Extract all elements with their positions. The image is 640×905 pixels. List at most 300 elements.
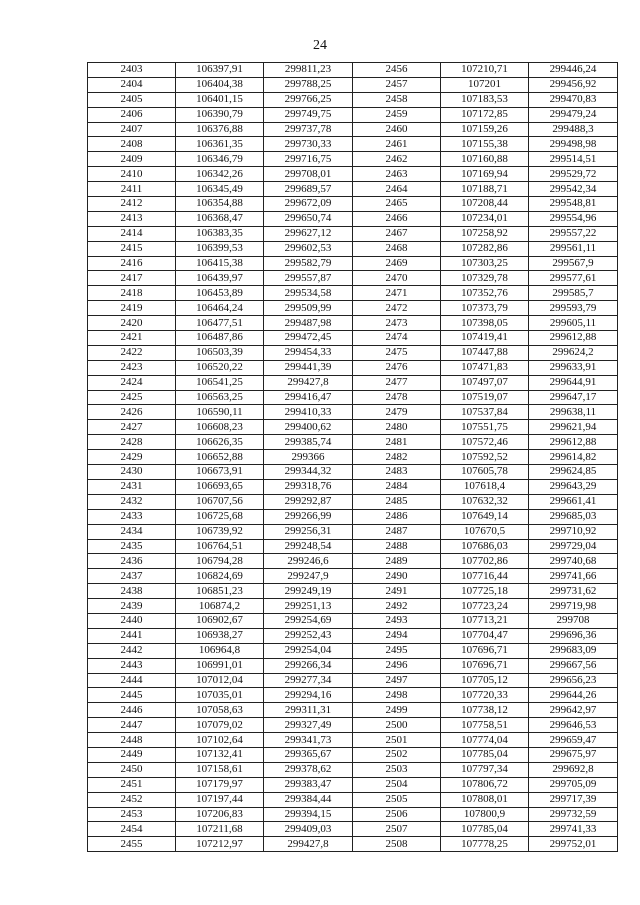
- table-row: [88, 63, 618, 78]
- y-coordinate-left-cell: 299716,75: [264, 152, 353, 167]
- x-coordinate-right-cell: 107172,85: [441, 107, 529, 122]
- point-number-right-cell: 2460: [353, 122, 441, 137]
- y-coordinate-right-cell: 299675,97: [529, 747, 618, 762]
- point-number-right-cell: 2485: [353, 494, 441, 509]
- coordinates-table-body: [88, 63, 618, 852]
- point-number-right-cell: 2482: [353, 450, 441, 465]
- point-number-right-cell: 2491: [353, 584, 441, 599]
- point-number-right-cell: 2489: [353, 554, 441, 569]
- point-number-right-cell: 2462: [353, 152, 441, 167]
- y-coordinate-right-cell: 299708: [529, 613, 618, 628]
- point-number-left-cell: 2449: [88, 747, 176, 762]
- x-coordinate-right-cell: 107398,05: [441, 316, 529, 331]
- coordinates-table: [87, 62, 618, 852]
- y-coordinate-left-cell: 299327,49: [264, 718, 353, 733]
- x-coordinate-right-cell: 107778,25: [441, 837, 529, 852]
- y-coordinate-left-cell: 299311,31: [264, 703, 353, 718]
- point-number-left-cell: 2431: [88, 479, 176, 494]
- y-coordinate-right-cell: 299612,88: [529, 435, 618, 450]
- x-coordinate-left-cell: 106693,65: [176, 479, 264, 494]
- x-coordinate-left-cell: 107197,44: [176, 792, 264, 807]
- y-coordinate-left-cell: 299650,74: [264, 211, 353, 226]
- point-number-left-cell: 2409: [88, 152, 176, 167]
- y-coordinate-left-cell: 299410,33: [264, 405, 353, 420]
- x-coordinate-right-cell: 107169,94: [441, 167, 529, 182]
- table-row: [88, 807, 618, 822]
- y-coordinate-left-cell: 299384,44: [264, 792, 353, 807]
- x-coordinate-right-cell: 107632,32: [441, 494, 529, 509]
- y-coordinate-left-cell: 299582,79: [264, 256, 353, 271]
- point-number-left-cell: 2407: [88, 122, 176, 137]
- x-coordinate-right-cell: 107188,71: [441, 182, 529, 197]
- x-coordinate-left-cell: 106342,26: [176, 167, 264, 182]
- table-row: [88, 450, 618, 465]
- table-row: [88, 792, 618, 807]
- x-coordinate-right-cell: 107210,71: [441, 63, 529, 78]
- point-number-left-cell: 2412: [88, 197, 176, 212]
- x-coordinate-left-cell: 106938,27: [176, 628, 264, 643]
- point-number-right-cell: 2495: [353, 643, 441, 658]
- y-coordinate-left-cell: 299811,23: [264, 63, 353, 78]
- table-row: [88, 733, 618, 748]
- point-number-left-cell: 2427: [88, 420, 176, 435]
- point-number-left-cell: 2433: [88, 509, 176, 524]
- point-number-left-cell: 2408: [88, 137, 176, 152]
- y-coordinate-left-cell: 299246,6: [264, 554, 353, 569]
- point-number-right-cell: 2459: [353, 107, 441, 122]
- x-coordinate-right-cell: 107774,04: [441, 733, 529, 748]
- x-coordinate-left-cell: 106401,15: [176, 92, 264, 107]
- x-coordinate-right-cell: 107160,88: [441, 152, 529, 167]
- x-coordinate-right-cell: 107686,03: [441, 539, 529, 554]
- point-number-right-cell: 2484: [353, 479, 441, 494]
- x-coordinate-left-cell: 106725,68: [176, 509, 264, 524]
- x-coordinate-left-cell: 106453,89: [176, 286, 264, 301]
- x-coordinate-right-cell: 107605,78: [441, 465, 529, 480]
- y-coordinate-right-cell: 299644,91: [529, 375, 618, 390]
- table-row: [88, 613, 618, 628]
- y-coordinate-left-cell: 299254,69: [264, 613, 353, 628]
- y-coordinate-left-cell: 299689,57: [264, 182, 353, 197]
- y-coordinate-right-cell: 299696,36: [529, 628, 618, 643]
- y-coordinate-left-cell: 299737,78: [264, 122, 353, 137]
- y-coordinate-left-cell: 299248,54: [264, 539, 353, 554]
- x-coordinate-right-cell: 107725,18: [441, 584, 529, 599]
- y-coordinate-right-cell: 299624,85: [529, 465, 618, 480]
- x-coordinate-right-cell: 107201: [441, 77, 529, 92]
- x-coordinate-right-cell: 107738,12: [441, 703, 529, 718]
- table-row: [88, 569, 618, 584]
- table-row: [88, 539, 618, 554]
- x-coordinate-right-cell: 107720,33: [441, 688, 529, 703]
- x-coordinate-left-cell: 106361,35: [176, 137, 264, 152]
- point-number-right-cell: 2481: [353, 435, 441, 450]
- point-number-left-cell: 2446: [88, 703, 176, 718]
- y-coordinate-left-cell: 299277,34: [264, 673, 353, 688]
- point-number-right-cell: 2496: [353, 658, 441, 673]
- x-coordinate-left-cell: 106487,86: [176, 331, 264, 346]
- table-row: [88, 405, 618, 420]
- x-coordinate-right-cell: 107258,92: [441, 226, 529, 241]
- table-row: [88, 182, 618, 197]
- x-coordinate-left-cell: 106673,91: [176, 465, 264, 480]
- point-number-left-cell: 2441: [88, 628, 176, 643]
- y-coordinate-left-cell: 299341,73: [264, 733, 353, 748]
- y-coordinate-left-cell: 299247,9: [264, 569, 353, 584]
- point-number-right-cell: 2479: [353, 405, 441, 420]
- x-coordinate-left-cell: 106902,67: [176, 613, 264, 628]
- y-coordinate-left-cell: 299602,53: [264, 241, 353, 256]
- point-number-right-cell: 2500: [353, 718, 441, 733]
- point-number-left-cell: 2426: [88, 405, 176, 420]
- y-coordinate-left-cell: 299557,87: [264, 271, 353, 286]
- y-coordinate-left-cell: 299409,03: [264, 822, 353, 837]
- y-coordinate-right-cell: 299624,2: [529, 345, 618, 360]
- x-coordinate-right-cell: 107696,71: [441, 658, 529, 673]
- point-number-left-cell: 2429: [88, 450, 176, 465]
- point-number-left-cell: 2406: [88, 107, 176, 122]
- point-number-left-cell: 2418: [88, 286, 176, 301]
- y-coordinate-right-cell: 299659,47: [529, 733, 618, 748]
- y-coordinate-left-cell: 299266,99: [264, 509, 353, 524]
- x-coordinate-left-cell: 106346,79: [176, 152, 264, 167]
- point-number-left-cell: 2432: [88, 494, 176, 509]
- x-coordinate-left-cell: 106739,92: [176, 524, 264, 539]
- x-coordinate-right-cell: 107234,01: [441, 211, 529, 226]
- y-coordinate-left-cell: 299385,74: [264, 435, 353, 450]
- x-coordinate-left-cell: 107212,97: [176, 837, 264, 852]
- table-row: [88, 762, 618, 777]
- y-coordinate-right-cell: 299612,88: [529, 331, 618, 346]
- y-coordinate-left-cell: 299254,04: [264, 643, 353, 658]
- point-number-right-cell: 2467: [353, 226, 441, 241]
- point-number-left-cell: 2440: [88, 613, 176, 628]
- x-coordinate-right-cell: 107447,88: [441, 345, 529, 360]
- point-number-right-cell: 2505: [353, 792, 441, 807]
- point-number-left-cell: 2445: [88, 688, 176, 703]
- point-number-left-cell: 2435: [88, 539, 176, 554]
- table-row: [88, 465, 618, 480]
- y-coordinate-right-cell: 299752,01: [529, 837, 618, 852]
- x-coordinate-left-cell: 106707,56: [176, 494, 264, 509]
- y-coordinate-right-cell: 299741,33: [529, 822, 618, 837]
- table-row: [88, 673, 618, 688]
- y-coordinate-right-cell: 299554,96: [529, 211, 618, 226]
- x-coordinate-left-cell: 106368,47: [176, 211, 264, 226]
- y-coordinate-left-cell: 299294,16: [264, 688, 353, 703]
- table-row: [88, 137, 618, 152]
- point-number-right-cell: 2468: [353, 241, 441, 256]
- x-coordinate-left-cell: 106415,38: [176, 256, 264, 271]
- point-number-right-cell: 2476: [353, 360, 441, 375]
- table-row: [88, 197, 618, 212]
- x-coordinate-right-cell: 107670,5: [441, 524, 529, 539]
- point-number-right-cell: 2499: [353, 703, 441, 718]
- table-row: [88, 77, 618, 92]
- y-coordinate-right-cell: 299685,03: [529, 509, 618, 524]
- table-row: [88, 345, 618, 360]
- x-coordinate-right-cell: 107785,04: [441, 822, 529, 837]
- y-coordinate-right-cell: 299656,23: [529, 673, 618, 688]
- point-number-right-cell: 2464: [353, 182, 441, 197]
- y-coordinate-right-cell: 299621,94: [529, 420, 618, 435]
- y-coordinate-right-cell: 299732,59: [529, 807, 618, 822]
- table-row: [88, 256, 618, 271]
- x-coordinate-left-cell: 106563,25: [176, 390, 264, 405]
- point-number-left-cell: 2438: [88, 584, 176, 599]
- x-coordinate-left-cell: 107206,83: [176, 807, 264, 822]
- point-number-left-cell: 2448: [88, 733, 176, 748]
- x-coordinate-right-cell: 107723,24: [441, 599, 529, 614]
- x-coordinate-left-cell: 106541,25: [176, 375, 264, 390]
- table-row: [88, 628, 618, 643]
- y-coordinate-right-cell: 299719,98: [529, 599, 618, 614]
- point-number-right-cell: 2473: [353, 316, 441, 331]
- x-coordinate-left-cell: 106764,51: [176, 539, 264, 554]
- point-number-left-cell: 2421: [88, 331, 176, 346]
- y-coordinate-left-cell: 299365,67: [264, 747, 353, 762]
- table-row: [88, 822, 618, 837]
- y-coordinate-right-cell: 299644,26: [529, 688, 618, 703]
- point-number-left-cell: 2443: [88, 658, 176, 673]
- y-coordinate-right-cell: 299593,79: [529, 301, 618, 316]
- point-number-right-cell: 2501: [353, 733, 441, 748]
- x-coordinate-right-cell: 107519,07: [441, 390, 529, 405]
- point-number-right-cell: 2490: [353, 569, 441, 584]
- table-row: [88, 509, 618, 524]
- y-coordinate-left-cell: 299730,33: [264, 137, 353, 152]
- y-coordinate-right-cell: 299692,8: [529, 762, 618, 777]
- point-number-left-cell: 2423: [88, 360, 176, 375]
- point-number-right-cell: 2502: [353, 747, 441, 762]
- x-coordinate-right-cell: 107592,52: [441, 450, 529, 465]
- x-coordinate-right-cell: 107806,72: [441, 777, 529, 792]
- y-coordinate-left-cell: 299749,75: [264, 107, 353, 122]
- point-number-right-cell: 2503: [353, 762, 441, 777]
- point-number-left-cell: 2447: [88, 718, 176, 733]
- point-number-left-cell: 2403: [88, 63, 176, 78]
- table-row: [88, 703, 618, 718]
- point-number-left-cell: 2428: [88, 435, 176, 450]
- point-number-right-cell: 2457: [353, 77, 441, 92]
- x-coordinate-right-cell: 107303,25: [441, 256, 529, 271]
- y-coordinate-left-cell: 299292,87: [264, 494, 353, 509]
- x-coordinate-right-cell: 107713,21: [441, 613, 529, 628]
- x-coordinate-right-cell: 107551,75: [441, 420, 529, 435]
- y-coordinate-left-cell: 299509,99: [264, 301, 353, 316]
- point-number-right-cell: 2469: [353, 256, 441, 271]
- x-coordinate-right-cell: 107208,44: [441, 197, 529, 212]
- y-coordinate-left-cell: 299708,01: [264, 167, 353, 182]
- point-number-right-cell: 2494: [353, 628, 441, 643]
- x-coordinate-right-cell: 107618,4: [441, 479, 529, 494]
- x-coordinate-left-cell: 106345,49: [176, 182, 264, 197]
- y-coordinate-left-cell: 299427,8: [264, 837, 353, 852]
- point-number-left-cell: 2436: [88, 554, 176, 569]
- x-coordinate-left-cell: 106851,23: [176, 584, 264, 599]
- point-number-left-cell: 2419: [88, 301, 176, 316]
- x-coordinate-left-cell: 106608,23: [176, 420, 264, 435]
- point-number-right-cell: 2498: [353, 688, 441, 703]
- point-number-left-cell: 2415: [88, 241, 176, 256]
- x-coordinate-right-cell: 107716,44: [441, 569, 529, 584]
- table-row: [88, 420, 618, 435]
- table-row: [88, 286, 618, 301]
- x-coordinate-left-cell: 106590,11: [176, 405, 264, 420]
- table-row: [88, 241, 618, 256]
- point-number-right-cell: 2465: [353, 197, 441, 212]
- point-number-left-cell: 2414: [88, 226, 176, 241]
- y-coordinate-right-cell: 299647,17: [529, 390, 618, 405]
- y-coordinate-left-cell: 299400,62: [264, 420, 353, 435]
- table-row: [88, 360, 618, 375]
- point-number-right-cell: 2486: [353, 509, 441, 524]
- x-coordinate-right-cell: 107155,38: [441, 137, 529, 152]
- table-row: [88, 479, 618, 494]
- point-number-left-cell: 2425: [88, 390, 176, 405]
- x-coordinate-left-cell: 106354,88: [176, 197, 264, 212]
- y-coordinate-left-cell: 299672,09: [264, 197, 353, 212]
- table-row: [88, 331, 618, 346]
- x-coordinate-right-cell: 107696,71: [441, 643, 529, 658]
- point-number-right-cell: 2461: [353, 137, 441, 152]
- x-coordinate-right-cell: 107797,34: [441, 762, 529, 777]
- point-number-left-cell: 2411: [88, 182, 176, 197]
- point-number-right-cell: 2483: [353, 465, 441, 480]
- point-number-right-cell: 2492: [353, 599, 441, 614]
- table-row: [88, 107, 618, 122]
- table-row: [88, 435, 618, 450]
- point-number-right-cell: 2472: [353, 301, 441, 316]
- x-coordinate-right-cell: 107785,04: [441, 747, 529, 762]
- point-number-left-cell: 2410: [88, 167, 176, 182]
- x-coordinate-right-cell: 107649,14: [441, 509, 529, 524]
- x-coordinate-right-cell: 107471,83: [441, 360, 529, 375]
- y-coordinate-right-cell: 299567,9: [529, 256, 618, 271]
- x-coordinate-left-cell: 107211,68: [176, 822, 264, 837]
- y-coordinate-right-cell: 299638,11: [529, 405, 618, 420]
- point-number-right-cell: 2478: [353, 390, 441, 405]
- x-coordinate-left-cell: 106794,28: [176, 554, 264, 569]
- x-coordinate-left-cell: 106376,88: [176, 122, 264, 137]
- y-coordinate-left-cell: 299266,34: [264, 658, 353, 673]
- x-coordinate-right-cell: 107537,84: [441, 405, 529, 420]
- y-coordinate-left-cell: 299427,8: [264, 375, 353, 390]
- x-coordinate-right-cell: 107329,78: [441, 271, 529, 286]
- table-row: [88, 167, 618, 182]
- point-number-right-cell: 2458: [353, 92, 441, 107]
- table-row: [88, 122, 618, 137]
- point-number-right-cell: 2475: [353, 345, 441, 360]
- y-coordinate-right-cell: 299470,83: [529, 92, 618, 107]
- x-coordinate-left-cell: 106404,38: [176, 77, 264, 92]
- x-coordinate-left-cell: 107035,01: [176, 688, 264, 703]
- x-coordinate-right-cell: 107419,41: [441, 331, 529, 346]
- x-coordinate-left-cell: 106399,53: [176, 241, 264, 256]
- point-number-left-cell: 2434: [88, 524, 176, 539]
- point-number-right-cell: 2508: [353, 837, 441, 852]
- point-number-left-cell: 2424: [88, 375, 176, 390]
- point-number-right-cell: 2477: [353, 375, 441, 390]
- y-coordinate-right-cell: 299741,66: [529, 569, 618, 584]
- x-coordinate-right-cell: 107352,76: [441, 286, 529, 301]
- y-coordinate-left-cell: 299344,32: [264, 465, 353, 480]
- point-number-left-cell: 2437: [88, 569, 176, 584]
- y-coordinate-right-cell: 299705,09: [529, 777, 618, 792]
- point-number-left-cell: 2450: [88, 762, 176, 777]
- x-coordinate-left-cell: 107079,02: [176, 718, 264, 733]
- x-coordinate-right-cell: 107704,47: [441, 628, 529, 643]
- y-coordinate-left-cell: 299249,19: [264, 584, 353, 599]
- y-coordinate-left-cell: 299383,47: [264, 777, 353, 792]
- point-number-right-cell: 2480: [353, 420, 441, 435]
- y-coordinate-left-cell: 299378,62: [264, 762, 353, 777]
- table-row: [88, 494, 618, 509]
- y-coordinate-right-cell: 299479,24: [529, 107, 618, 122]
- y-coordinate-right-cell: 299710,92: [529, 524, 618, 539]
- page-number: 24: [313, 38, 327, 53]
- y-coordinate-right-cell: 299548,81: [529, 197, 618, 212]
- x-coordinate-left-cell: 106874,2: [176, 599, 264, 614]
- point-number-left-cell: 2455: [88, 837, 176, 852]
- table-row: [88, 777, 618, 792]
- point-number-right-cell: 2504: [353, 777, 441, 792]
- x-coordinate-left-cell: 106503,39: [176, 345, 264, 360]
- point-number-right-cell: 2506: [353, 807, 441, 822]
- point-number-left-cell: 2439: [88, 599, 176, 614]
- x-coordinate-right-cell: 107800,9: [441, 807, 529, 822]
- x-coordinate-left-cell: 106477,51: [176, 316, 264, 331]
- y-coordinate-right-cell: 299731,62: [529, 584, 618, 599]
- point-number-right-cell: 2493: [353, 613, 441, 628]
- y-coordinate-right-cell: 299717,39: [529, 792, 618, 807]
- y-coordinate-right-cell: 299614,82: [529, 450, 618, 465]
- y-coordinate-left-cell: 299441,39: [264, 360, 353, 375]
- y-coordinate-right-cell: 299643,29: [529, 479, 618, 494]
- y-coordinate-right-cell: 299557,22: [529, 226, 618, 241]
- y-coordinate-right-cell: 299456,92: [529, 77, 618, 92]
- x-coordinate-right-cell: 107705,12: [441, 673, 529, 688]
- table-row: [88, 524, 618, 539]
- table-row: [88, 599, 618, 614]
- y-coordinate-left-cell: 299534,58: [264, 286, 353, 301]
- y-coordinate-right-cell: 299585,7: [529, 286, 618, 301]
- y-coordinate-left-cell: 299251,13: [264, 599, 353, 614]
- x-coordinate-right-cell: 107572,46: [441, 435, 529, 450]
- point-number-right-cell: 2456: [353, 63, 441, 78]
- table-row: [88, 316, 618, 331]
- y-coordinate-left-cell: 299318,76: [264, 479, 353, 494]
- x-coordinate-right-cell: 107183,53: [441, 92, 529, 107]
- y-coordinate-right-cell: 299498,98: [529, 137, 618, 152]
- y-coordinate-right-cell: 299514,51: [529, 152, 618, 167]
- x-coordinate-left-cell: 106964,8: [176, 643, 264, 658]
- x-coordinate-left-cell: 107012,04: [176, 673, 264, 688]
- point-number-right-cell: 2507: [353, 822, 441, 837]
- point-number-right-cell: 2466: [353, 211, 441, 226]
- point-number-left-cell: 2413: [88, 211, 176, 226]
- table-row: [88, 375, 618, 390]
- y-coordinate-right-cell: 299542,34: [529, 182, 618, 197]
- x-coordinate-right-cell: 107758,51: [441, 718, 529, 733]
- point-number-left-cell: 2405: [88, 92, 176, 107]
- x-coordinate-right-cell: 107159,26: [441, 122, 529, 137]
- table-row: [88, 643, 618, 658]
- point-number-left-cell: 2417: [88, 271, 176, 286]
- y-coordinate-left-cell: 299416,47: [264, 390, 353, 405]
- x-coordinate-right-cell: 107808,01: [441, 792, 529, 807]
- point-number-right-cell: 2497: [353, 673, 441, 688]
